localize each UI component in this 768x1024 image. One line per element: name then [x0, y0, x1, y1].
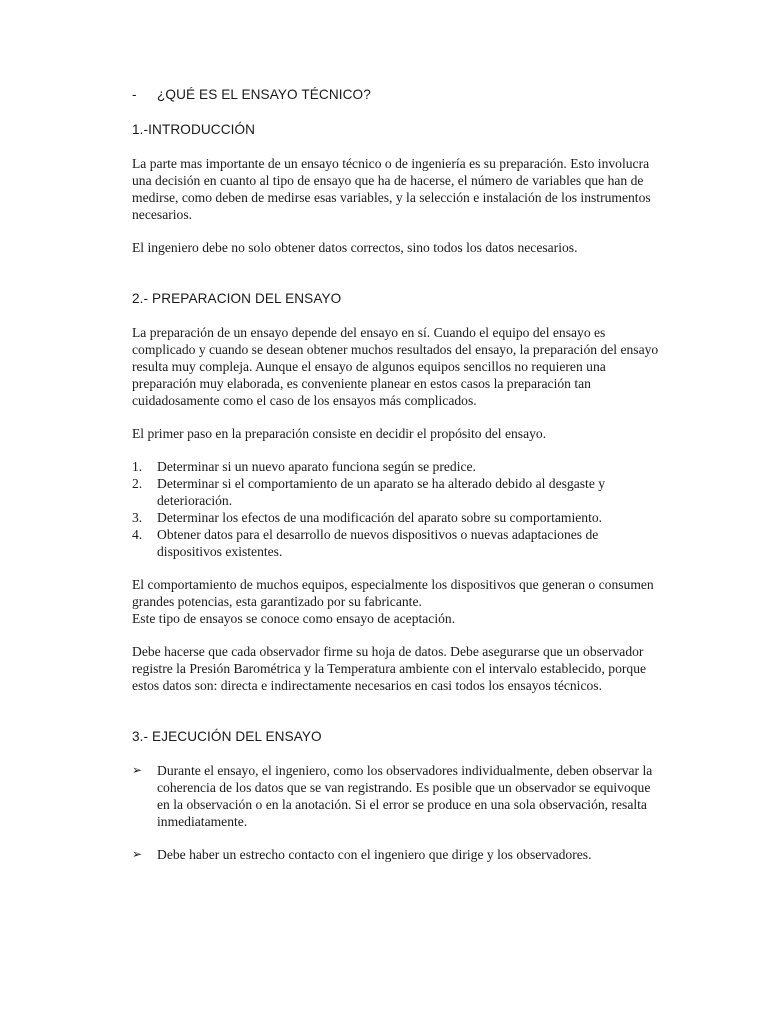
bullet-text: Debe haber un estrecho contacto con el ingeniero que dirige y los observadores.: [157, 847, 592, 862]
intro-paragraph-1: La parte mas importante de un ensayo técnico o de ingeniería es su preparación. Esto involucra una decisión en cuanto al tipo de ensayo que ha de hacerse, el número de variables que han de medirse, como deben de medirse esas variables, y la selección e instalación de los instrumentos necesarios.: [132, 156, 651, 222]
preparation-paragraph-2: El primer paso en la preparación consiste en decidir el propósito del ensayo.: [132, 426, 547, 441]
list-item: [132, 846, 660, 863]
execution-heading: 3.- EJECUCIÓN DEL ENSAYO: [132, 729, 322, 744]
acceptance-paragraph-line-1: El comportamiento de muchos equipos, especialmente los dispositivos que generan o consumen grandes potencias, esta garantizado por su fabricante.: [132, 577, 654, 609]
list-item-text: Determinar si el comportamiento de un aparato se ha alterado debido al desgaste y deterioración.: [157, 476, 606, 508]
execution-bullet-list: [132, 762, 660, 863]
list-item-marker: 2.: [132, 476, 143, 491]
intro-paragraph-2: El ingeniero debe no solo obtener datos correctos, sino todos los datos necesarios.: [132, 240, 578, 255]
acceptance-paragraph-line-2: Este tipo de ensayos se conoce como ensayo de aceptación.: [132, 611, 456, 626]
list-item: [132, 475, 660, 509]
list-item: [132, 458, 660, 475]
arrow-bullet-icon: ➢: [132, 847, 143, 861]
purpose-list: [132, 458, 660, 560]
list-item-text: Obtener datos para el desarrollo de nuevos dispositivos o nuevas adaptaciones de dispositivos existentes.: [157, 527, 599, 559]
title-text: ¿QUÉ ES EL ENSAYO TÉCNICO?: [157, 87, 371, 102]
observer-paragraph: Debe hacerse que cada observador firme su hoja de datos. Debe asegurarse que un observador registre la Presión Barométrica y la Temperatura ambiente con el intervalo establecido, porque estos datos son: directa e indirectamente necesarios en casi todos los ensayos técnicos.: [132, 644, 647, 693]
title-dash: -: [132, 87, 137, 102]
list-item-text: Determinar si un nuevo aparato funciona según se predice.: [157, 459, 476, 474]
list-item: [132, 509, 660, 526]
list-item: [132, 762, 660, 830]
list-item-marker: 4.: [132, 527, 143, 542]
document-page: [132, 86, 660, 863]
list-item-marker: 1.: [132, 459, 143, 474]
intro-heading: 1.-INTRODUCCIÓN: [132, 122, 256, 137]
arrow-bullet-icon: ➢: [132, 763, 143, 777]
bullet-text: Durante el ensayo, el ingeniero, como los observadores individualmente, deben observar la coherencia de los datos que se van registrando. Es posible que un observador se equivoque en la observación o en la anotación. Si el error se produce en una sola observación, resalta inmediatamente.: [157, 763, 653, 829]
list-item: [132, 526, 660, 560]
preparation-paragraph-1: La preparación de un ensayo depende del ensayo en sí. Cuando el equipo del ensayo es complicado y cuando se desean obtener muchos resultados del ensayo, la preparación del ensayo resulta muy compleja. Aunque el ensayo de algunos equipos sencillos no requieren una preparación muy elaborada, es conveniente planear en estos casos la preparación tan cuidadosamente como el caso de los ensayos más complicados.: [132, 325, 659, 408]
list-item-text: Determinar los efectos de una modificación del aparato sobre su comportamiento.: [157, 510, 603, 525]
document-title: [132, 86, 660, 103]
preparation-heading: 2.- PREPARACION DEL ENSAYO: [132, 291, 342, 306]
list-item-marker: 3.: [132, 510, 143, 525]
